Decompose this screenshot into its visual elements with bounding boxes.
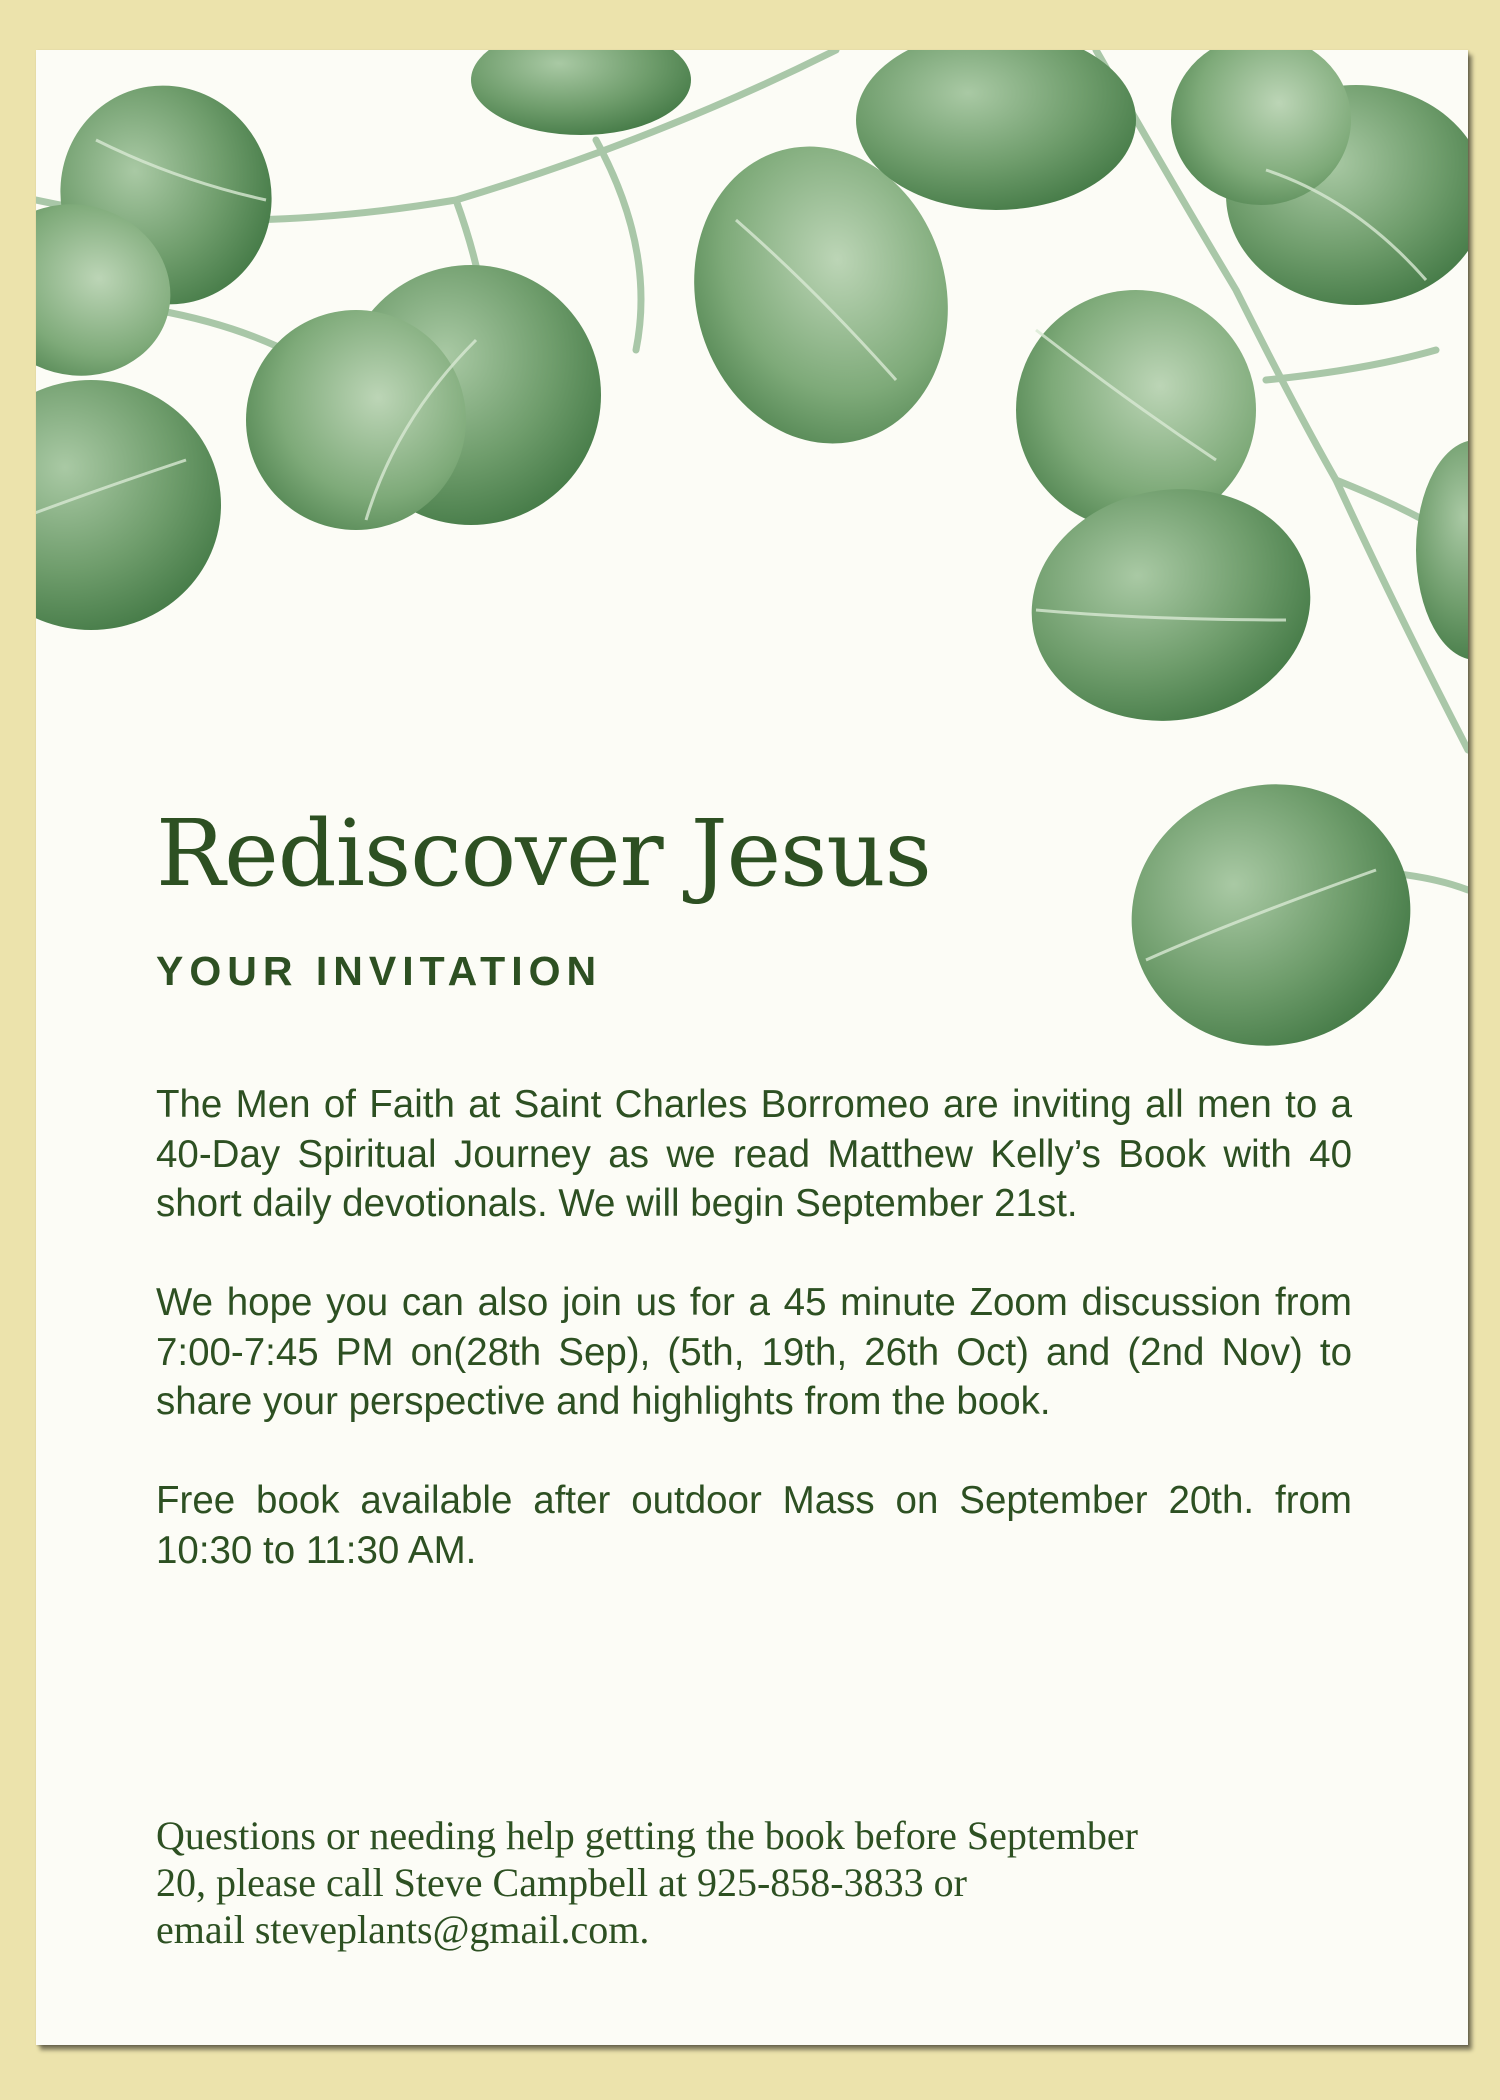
invitation-body: [156, 1080, 1352, 1625]
contact-line: Questions or needing help getting the book before September: [156, 1813, 1138, 1858]
paragraph-zoom-discussion: We hope you can also join us for a 45 minute Zoom discussion from 7:00-7:45 PM on(28th Sep), (5th, 19th, 26th Oct) and (2nd Nov) to share your perspective and highlights from the book.: [156, 1281, 1352, 1423]
leaf-cluster-left: [36, 50, 691, 630]
contact-line: email steveplants@gmail.com.: [156, 1907, 650, 1952]
invitation-card: [36, 50, 1468, 2045]
invitation-subtitle: YOUR INVITATION: [156, 948, 603, 994]
contact-line: 20, please call Steve Campbell at 925-858-3833 or: [156, 1860, 967, 1905]
paragraph-free-book: Free book available after outdoor Mass on September 20th. from 10:30 to 11:30 AM.: [156, 1479, 1352, 1572]
paragraph-journey: The Men of Faith at Saint Charles Borromeo are inviting all men to a 40-Day Spiritual Journey as we read Matthew Kelly’s Book with 40 short daily devotionals. We will begin September 21st.: [156, 1083, 1352, 1225]
contact-info: [156, 1812, 1356, 1953]
invitation-title: Rediscover Jesus: [156, 800, 931, 907]
